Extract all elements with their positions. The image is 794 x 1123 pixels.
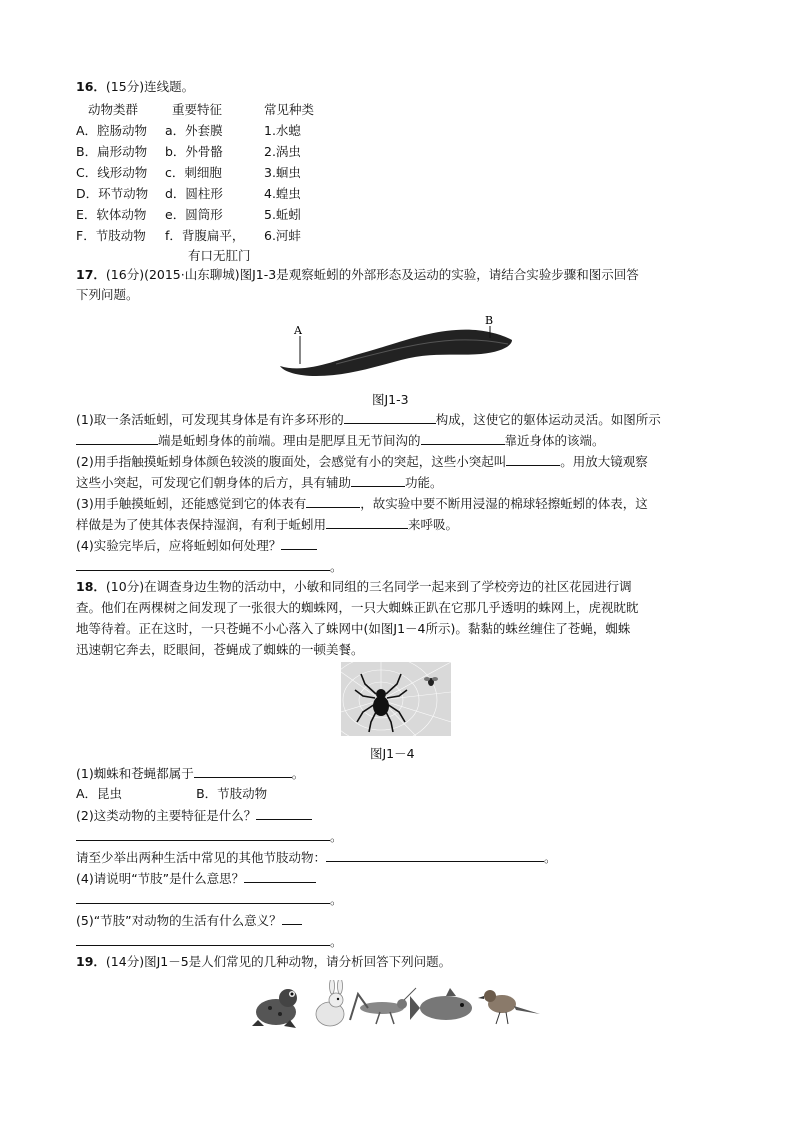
q17-part4: (4)实验完毕后，应将蚯蚓如何处理？ <box>76 537 317 554</box>
animals-figure <box>250 980 546 1030</box>
q17-part2-cont: 这些小突起，可发现它们朝身体的后方，具有辅助 功能。 <box>76 475 443 490</box>
answer-blank[interactable] <box>76 558 330 571</box>
rabbit-image <box>316 980 344 1026</box>
q16-feature: a．外套膜 <box>165 123 223 138</box>
q16-feature: c．刺细胞 <box>165 165 222 180</box>
answer-blank[interactable] <box>421 432 505 445</box>
q18-intro-4: 迅速朝它奔去，眨眼间，苍蝇成了蜘蛛的一顿美餐。 <box>76 642 364 657</box>
q16-group: D．环节动物 <box>76 186 149 201</box>
q18-part1: (1)蜘蛛和苍蝇都属于 。 <box>76 766 305 781</box>
q16-species: 4.蝗虫 <box>264 186 301 201</box>
q16-species: 1.水螅 <box>264 123 301 138</box>
q18-part4: (4)请说明“节肢”是什么意思？ <box>76 870 316 887</box>
earthworm-body <box>280 330 512 376</box>
q17-part4-answer: 。 <box>76 558 343 575</box>
q16-group: A．腔肠动物 <box>76 123 148 138</box>
q18-part2: (2)这类动物的主要特征是什么？ <box>76 807 312 824</box>
answer-blank[interactable] <box>256 807 312 820</box>
answer-blank[interactable] <box>282 912 302 925</box>
answer-blank[interactable] <box>194 765 292 778</box>
answer-blank[interactable] <box>281 537 317 550</box>
q16-feature: b．外骨骼 <box>165 144 223 159</box>
q16-feature-extra: 有口无肛门 <box>188 248 251 263</box>
label-a: A <box>294 324 302 337</box>
label-b: B <box>485 314 494 327</box>
answer-blank[interactable] <box>506 453 560 466</box>
frog-image <box>252 989 297 1028</box>
q17-part1-cont: 端是蚯蚓身体的前端。理由是肥厚且无节间沟的 靠近身体的该端。 <box>76 432 605 449</box>
q17-part2: (2)用手指触摸蚯蚓身体颜色较淡的腹面处，会感觉有小的突起，这些小突起叫 。用放大镜观察 <box>76 454 648 469</box>
answer-blank[interactable] <box>306 495 360 508</box>
q18-options <box>76 786 267 802</box>
q17-part1: (1)取一条活蚯蚓，可发现其身体是有许多环形的 构成，这使它的躯体运动灵活。如图所示 <box>76 412 661 427</box>
q19-title: 19．(14分)图J1－5是人们常见的几种动物，请分析回答下列问题。 <box>76 954 452 969</box>
q18-intro-3: 地等待着。正在这时，一只苍蝇不小心落入了蛛网中(如图J1－4所示)。黏黏的蛛丝缠住了苍蝇，蜘蛛 <box>76 621 631 636</box>
answer-blank[interactable] <box>244 870 316 883</box>
q16-group: F．节肢动物 <box>76 228 146 243</box>
q16-title: 16．(15分)连线题。 <box>76 79 195 94</box>
spider-web-figure <box>341 662 451 736</box>
grasshopper-image <box>350 988 416 1024</box>
q18-part2-answer: 。 <box>76 828 343 845</box>
q16-species: 5.蚯蚓 <box>264 207 301 222</box>
answer-blank[interactable] <box>76 933 330 946</box>
q18-part5: (5)“节肢”对动物的生活有什么意义？ <box>76 912 302 929</box>
sparrow-image <box>478 990 540 1024</box>
q18-part3: 请至少举出两种生活中常见的其他节肢动物： 。 <box>76 850 557 865</box>
q18-part4-answer: 。 <box>76 891 343 908</box>
q16-feature: e．圆筒形 <box>165 207 223 222</box>
q18-intro: 18．(10分)在调查身边生物的活动中，小敏和同组的三名同学一起来到了学校旁边的社区花园进行调 <box>76 579 632 594</box>
q18-part5-answer: 。 <box>76 933 343 950</box>
q16-header-feature: 重要特征 <box>172 102 223 117</box>
q16-header-species: 常见种类 <box>264 102 315 117</box>
q16-species: 6.河蚌 <box>264 228 301 243</box>
figure-caption: 图J1-3 <box>372 392 409 407</box>
q17-part3: (3)用手触摸蚯蚓，还能感觉到它的体表有 ，故实验中要不断用浸湿的棉球轻擦蚯蚓的体表，这 <box>76 496 648 511</box>
q16-species: 2.涡虫 <box>264 144 301 159</box>
q16-group: B．扁形动物 <box>76 144 148 159</box>
answer-blank[interactable] <box>326 849 544 862</box>
fish-image <box>410 988 472 1020</box>
q17-intro: 17．(16分)(2015·山东聊城)图J1-3是观察蚯蚓的外部形态及运动的实验，请结合实验步骤和图示回答 <box>76 267 639 282</box>
photo-background <box>341 662 451 736</box>
q17-intro-2: 下列问题。 <box>76 287 139 302</box>
q16-species: 3.蛔虫 <box>264 165 301 180</box>
q16-feature: d．圆柱形 <box>165 186 223 201</box>
figure-caption: 图J1－4 <box>370 746 415 761</box>
earthworm-figure <box>276 312 518 378</box>
answer-blank[interactable] <box>76 432 158 445</box>
q16-group: C．线形动物 <box>76 165 148 180</box>
answer-blank[interactable] <box>76 891 330 904</box>
option-a: A．昆虫 <box>76 786 123 801</box>
q16-feature: f．背腹扁平， <box>165 228 245 243</box>
answer-blank[interactable] <box>351 474 405 487</box>
answer-blank[interactable] <box>76 828 330 841</box>
q16-header-group: 动物类群 <box>88 102 139 117</box>
q18-intro-2: 查。他们在两棵树之间发现了一张很大的蜘蛛网，一只大蜘蛛正趴在它那几乎透明的蛛网上，虎视眈眈 <box>76 600 639 615</box>
answer-blank[interactable] <box>326 516 408 529</box>
q16-group: E．软体动物 <box>76 207 147 222</box>
q17-part3-cont: 样做是为了使其体表保持湿润，有利于蚯蚓用 来呼吸。 <box>76 517 459 532</box>
answer-blank[interactable] <box>344 411 436 424</box>
option-b: B．节肢动物 <box>196 786 268 801</box>
